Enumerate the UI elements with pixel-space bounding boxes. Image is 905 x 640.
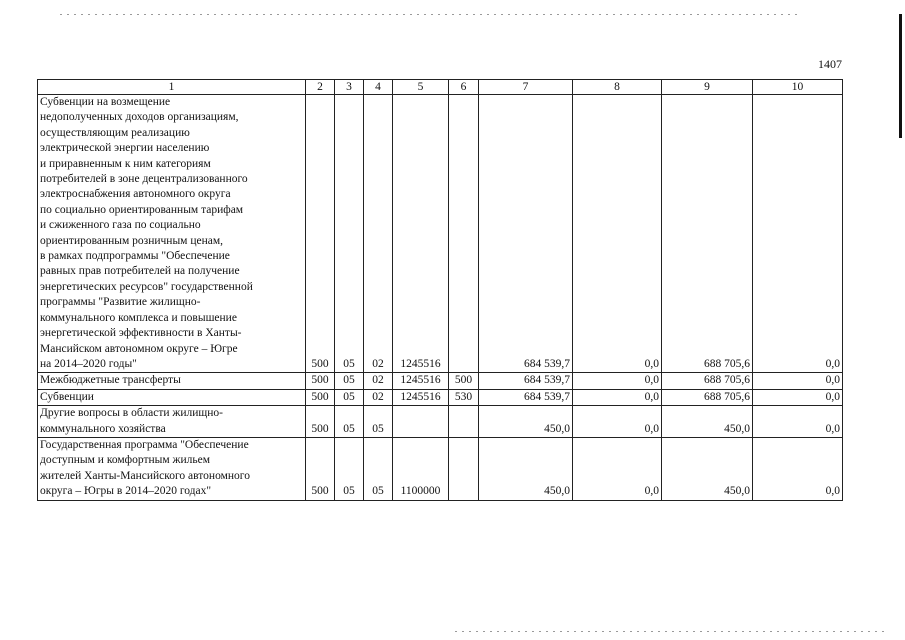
cell-c8: 0,0 xyxy=(573,437,662,500)
table-row xyxy=(38,406,843,438)
table-row xyxy=(38,373,843,389)
table-row xyxy=(38,389,843,405)
cell-c7: 450,0 xyxy=(479,437,573,500)
cell-c8: 0,0 xyxy=(573,406,662,438)
cell-c10: 0,0 xyxy=(753,437,843,500)
cell-c5: 1100000 xyxy=(393,437,449,500)
cell-c3: 05 xyxy=(335,95,364,373)
table-row xyxy=(38,95,843,373)
header-cell: 2 xyxy=(306,80,335,95)
cell-c4: 02 xyxy=(364,389,393,405)
cell-c2: 500 xyxy=(306,373,335,389)
cell-c6 xyxy=(449,437,479,500)
row-name: Субвенции на возмещение недополученных доходов организациям, осуществляющим реализацию электрической энергии населению и приравненным к ним категориям потребителей в зоне децентрализованного электроснабжения автономного округа по социально ориентированным тарифам и сжиженного газа по социально ориентированным розничным ценам, в рамках подпрограммы "Обеспечение равных прав потребителей на получение энергетических ресурсов" государственной программы "Развитие жилищно- коммунального комплекса и повышение энергетической эффективности в Ханты- Мансийском автономном округе – Югре на 2014–2020 годы" xyxy=(38,95,306,373)
header-cell: 4 xyxy=(364,80,393,95)
row-name: Государственная программа "Обеспечение доступным и комфортным жильем жителей Ханты-Мансийского автономного округа – Югры в 2014–2020 годах" xyxy=(38,437,306,500)
cell-c9: 688 705,6 xyxy=(662,95,753,373)
cell-c10: 0,0 xyxy=(753,373,843,389)
header-cell: 7 xyxy=(479,80,573,95)
scan-noise-bottom xyxy=(455,631,885,632)
header-cell: 3 xyxy=(335,80,364,95)
cell-c5 xyxy=(393,406,449,438)
cell-c8: 0,0 xyxy=(573,95,662,373)
cell-c5: 1245516 xyxy=(393,389,449,405)
table-header-row xyxy=(38,80,843,95)
cell-c7: 450,0 xyxy=(479,406,573,438)
header-cell: 5 xyxy=(393,80,449,95)
cell-c8: 0,0 xyxy=(573,389,662,405)
cell-c9: 450,0 xyxy=(662,406,753,438)
cell-c6: 530 xyxy=(449,389,479,405)
cell-c9: 450,0 xyxy=(662,437,753,500)
cell-c2: 500 xyxy=(306,95,335,373)
cell-c3: 05 xyxy=(335,437,364,500)
row-name: Другие вопросы в области жилищно- коммунального хозяйства xyxy=(38,406,306,438)
cell-c2: 500 xyxy=(306,389,335,405)
header-cell: 8 xyxy=(573,80,662,95)
header-cell: 10 xyxy=(753,80,843,95)
cell-c6 xyxy=(449,406,479,438)
scan-noise-top xyxy=(60,14,800,15)
cell-c7: 684 539,7 xyxy=(479,373,573,389)
cell-c4: 02 xyxy=(364,373,393,389)
cell-c10: 0,0 xyxy=(753,95,843,373)
cell-c3: 05 xyxy=(335,373,364,389)
cell-c3: 05 xyxy=(335,389,364,405)
cell-c10: 0,0 xyxy=(753,406,843,438)
page-number: 1407 xyxy=(818,57,842,71)
cell-c2: 500 xyxy=(306,437,335,500)
cell-c8: 0,0 xyxy=(573,373,662,389)
cell-c9: 688 705,6 xyxy=(662,389,753,405)
header-cell: 1 xyxy=(38,80,306,95)
cell-c6 xyxy=(449,95,479,373)
cell-c2: 500 xyxy=(306,406,335,438)
cell-c6: 500 xyxy=(449,373,479,389)
cell-c7: 684 539,7 xyxy=(479,95,573,373)
scan-edge-mark xyxy=(899,14,902,138)
header-cell: 6 xyxy=(449,80,479,95)
cell-c7: 684 539,7 xyxy=(479,389,573,405)
cell-c4: 05 xyxy=(364,406,393,438)
header-cell: 9 xyxy=(662,80,753,95)
cell-c5: 1245516 xyxy=(393,95,449,373)
cell-c3: 05 xyxy=(335,406,364,438)
cell-c10: 0,0 xyxy=(753,389,843,405)
cell-c9: 688 705,6 xyxy=(662,373,753,389)
cell-c4: 05 xyxy=(364,437,393,500)
cell-c4: 02 xyxy=(364,95,393,373)
budget-table xyxy=(37,79,843,501)
cell-c5: 1245516 xyxy=(393,373,449,389)
row-name: Субвенции xyxy=(38,389,306,405)
table-row xyxy=(38,437,843,500)
row-name: Межбюджетные трансферты xyxy=(38,373,306,389)
